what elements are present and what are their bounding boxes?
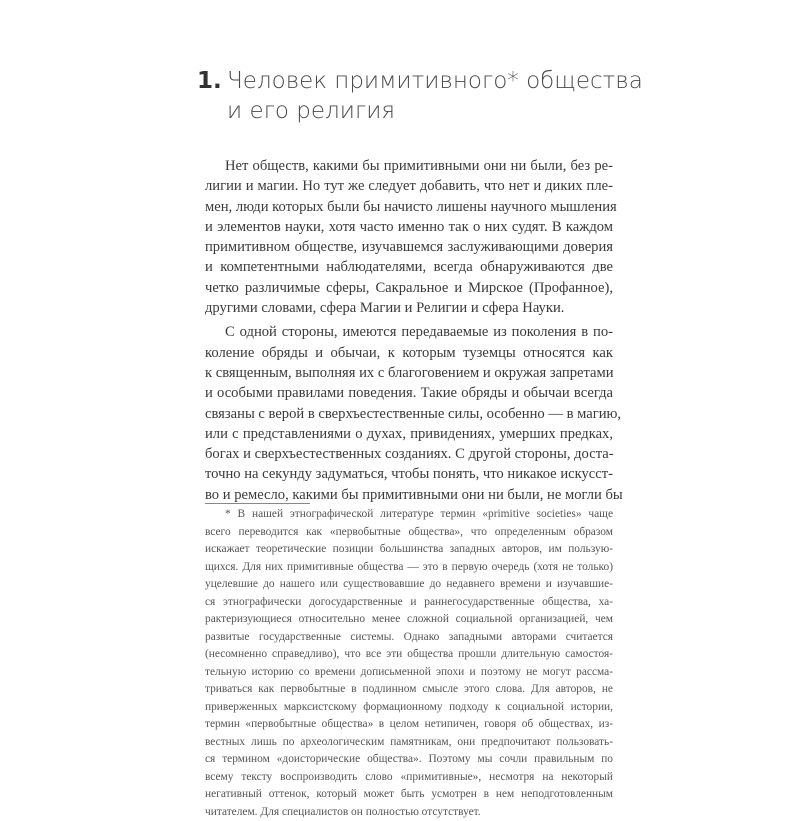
text-line: другими словами, сфера Магии и Религии и сфера Науки. (205, 298, 613, 318)
text-line: и особыми правилами поведения. Такие обряды и обычаи всегда (205, 383, 613, 403)
footnote-line: негативный оттенок, который может быть усмотрен в нем неподготовленным (205, 786, 613, 804)
footnote-line: (несомненно справедливо), что все эти общества прошли длительную самостоя- (205, 646, 613, 664)
footnote-line: всего переводится как «первобытные общества», что определенным образом (205, 524, 613, 542)
footnote-line: ся термином «доисторические общества». Поэтому мы сочли правильным по (205, 751, 613, 769)
text-line: связаны с верой в сверхъестественные силы, особенно — в магию, (205, 404, 613, 424)
text-line: С одной стороны, имеются передаваемые из поколения в по- (205, 322, 613, 342)
footnote-divider (205, 503, 310, 504)
chapter-number: 1. (197, 66, 222, 96)
text-line: примитивном обществе, изучавшемся заслуживающими доверия (205, 237, 613, 257)
footnote-line: читателем. Для специалистов он полностью отсутствует. (205, 804, 613, 821)
paragraph (205, 156, 613, 318)
chapter-title (227, 66, 643, 126)
body-text (205, 156, 613, 505)
text-line: лигии и магии. Но тут же следует добавить, что нет и диких пле- (205, 176, 613, 196)
footnote-line: искажает теоретические позиции большинства западных авторов, им пользую- (205, 541, 613, 559)
text-line: Нет обществ, какими бы примитивными они ни были, без ре- (205, 156, 613, 176)
text-line: и компетентными наблюдателями, всегда обнаруживаются две (205, 257, 613, 277)
footnote-line: щихся. Для них примитивные общества — это в первую очередь (хотя не только) (205, 559, 613, 577)
text-line: или с представлениями о духах, привидениях, умерших предках, (205, 424, 613, 444)
footnote-line: развитые государственные системы. Однако западными авторами считается (205, 629, 613, 647)
paragraph (205, 322, 613, 505)
chapter-title-line: Человек примитивного* общества (227, 66, 643, 96)
footnote-line: тельную историю со времени дописьменной эпохи и поэтому не могут рассма- (205, 664, 613, 682)
footnote-line: * В нашей этнографической литературе термин «primitive societies» чаще (205, 506, 613, 524)
text-line: четко различимые сферы, Сакральное и Мирское (Профанное), (205, 278, 613, 298)
footnote-line: триваться как первобытные в подлинном смысле этого слова. Для авторов, не (205, 681, 613, 699)
footnote-line: ся этнографически догосударственные и раннегосударственные общества, ха- (205, 594, 613, 612)
text-line: коление обряды и обычаи, к которым туземцы относятся как (205, 343, 613, 363)
text-line: богах и сверхъестественных созданиях. С другой стороны, доста- (205, 444, 613, 464)
footnote-line: уцелевшие до нашего или существовавшие до недавнего времени и изучавшие- (205, 576, 613, 594)
footnote-line: рактеризующиеся относительно менее сложной социальной организацией, чем (205, 611, 613, 629)
text-line: и элементов науки, хотя часто именно так о них судят. В каждом (205, 217, 613, 237)
footnote-line: приверженных марксистскому формационному подходу к социальной истории, (205, 699, 613, 717)
text-line: мен, люди которых были бы начисто лишены научного мышления (205, 197, 613, 217)
footnote (205, 506, 613, 821)
footnote-line: вестных лишь по археологическим памятникам, они предпочитают пользовать- (205, 734, 613, 752)
text-line: точно на секунду задуматься, чтобы понять, что никакое искусст- (205, 464, 613, 484)
text-line: во и ремесло, какими бы примитивными они ни были, не могли бы (205, 485, 613, 505)
footnote-line: термин «первобытные общества» в целом нетипичен, говоря об обществах, из- (205, 716, 613, 734)
footnote-line: всему тексту воспроизводить слово «примитивные», несмотря на некоторый (205, 769, 613, 787)
text-line: к священным, выполняя их с благоговением и окружая запретами (205, 363, 613, 383)
chapter-title-line: и его религия (227, 96, 643, 126)
